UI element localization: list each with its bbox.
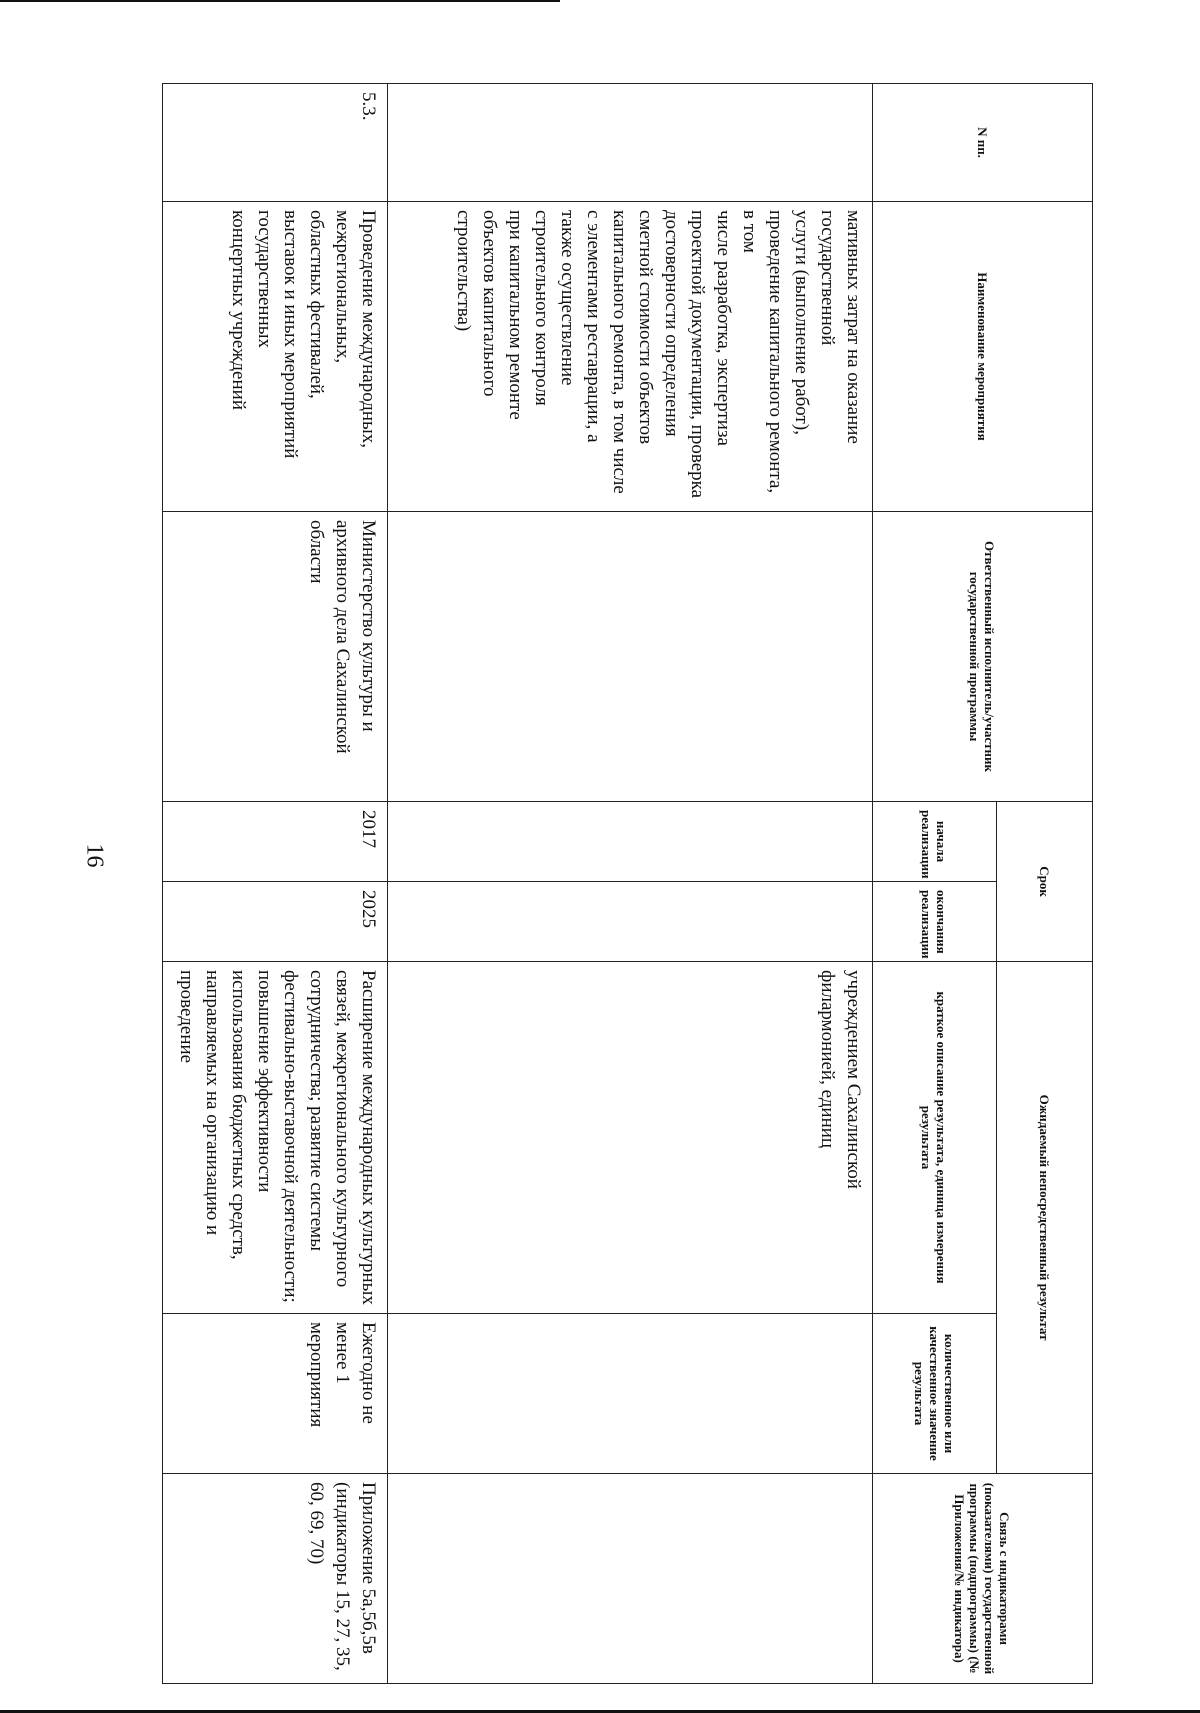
header-term: Срок	[997, 802, 1093, 962]
header-term-end: окончания реализации	[873, 882, 997, 962]
row-num	[388, 84, 873, 202]
table-row	[388, 84, 873, 1684]
row-start: 2017	[163, 802, 388, 882]
header-result-value: количественное или качественное значение результата	[873, 1314, 997, 1474]
row-responsible: Министерство культуры и архивного дела Сахалинской области	[163, 512, 388, 802]
scan-edge-top	[0, 0, 560, 2]
program-activities-table	[162, 83, 1093, 1684]
rotated-page	[163, 83, 1093, 1683]
row-name: мативных затрат на оказание государственной услуги (выполнение работ), проведение капитального ремонта, в том числе разработка, экспертиза проектной документации, проверка достоверности определения сметной стоимости объектов капитального ремонта, в том числе с элементами реставрации, а также осуществление строительного контроля при капитальном ремонте объектов капитального строительства)	[388, 202, 873, 512]
row-responsible	[388, 512, 873, 802]
header-result: Ожидаемый непосредственный результат	[997, 962, 1093, 1474]
row-link: Приложение 5а,5б,5в (индикаторы 15, 27, 35, 60, 69, 70)	[163, 1474, 388, 1684]
row-link	[388, 1474, 873, 1684]
header-responsible: Ответственный исполнитель/участник государственной программы	[873, 512, 1093, 802]
row-desc: учреждением Сахалинской филармонией, единиц	[388, 962, 873, 1314]
row-num: 5.3.	[163, 84, 388, 202]
row-start	[388, 802, 873, 882]
header-name: Наименование мероприятия	[873, 202, 1093, 512]
header-row-1	[997, 84, 1093, 1684]
row-value	[388, 1314, 873, 1474]
row-desc: Расширение международных культурных связей, межрегионального культурного сотрудничества; развитие системы фестивально-выставочной деятельности; повышение эффективности использования бюджетных средств, направляемых на организацию и проведение	[163, 962, 388, 1314]
header-result-desc: краткое описание результата, единица измерения результата	[873, 962, 997, 1314]
row-end	[388, 882, 873, 962]
header-link: Связь с индикаторами (показателями) государственной программы (подпрограммы) (№ Приложения/№ индикатора)	[873, 1474, 1093, 1684]
row-value: Ежегодно не менее 1 мероприятия	[163, 1314, 388, 1474]
header-term-start: начала реализации	[873, 802, 997, 882]
header-num: N пп.	[873, 84, 1093, 202]
page-number: 16	[81, 843, 108, 868]
row-name: Проведение международных, межрегиональных, областных фестивалей, выставок и иных мероприятий государственных концертных учреждений	[163, 202, 388, 512]
table-row	[163, 84, 388, 1684]
row-end: 2025	[163, 882, 388, 962]
